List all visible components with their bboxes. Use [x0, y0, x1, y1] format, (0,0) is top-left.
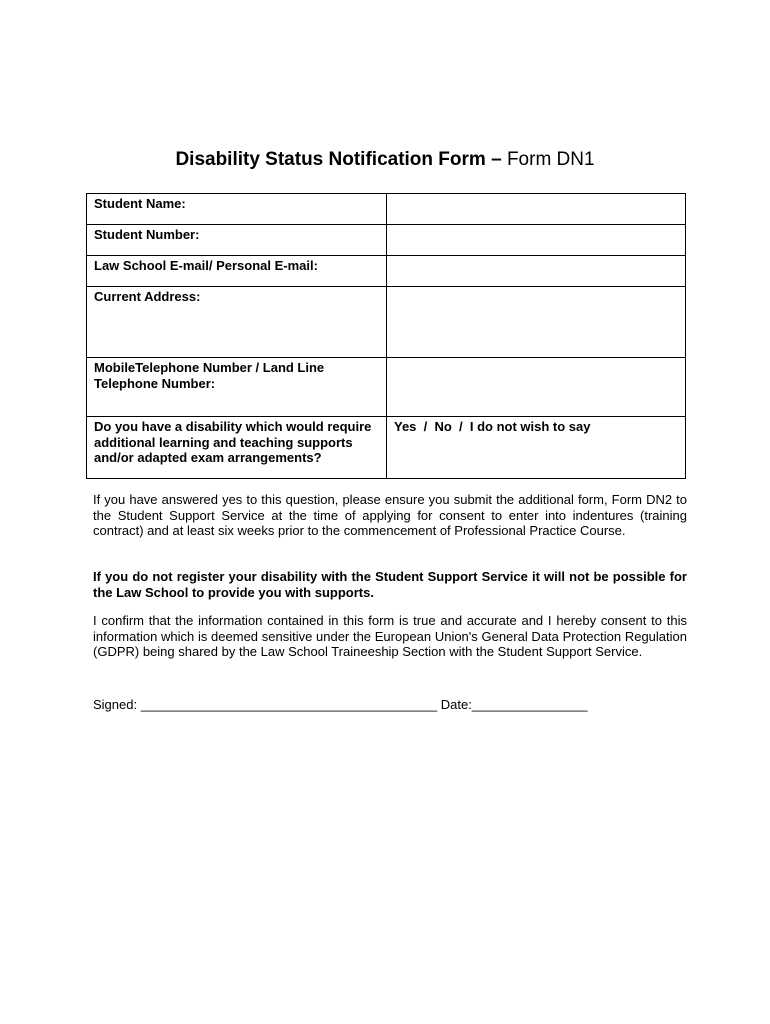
signature-field[interactable]: _________________________________________: [140, 697, 438, 712]
student-name-label: Student Name:: [87, 194, 387, 225]
student-details-table: [86, 193, 686, 479]
current-address-label: Current Address:: [87, 287, 387, 358]
consent-paragraph: I confirm that the information contained in this form is true and accurate and I hereby consent to this information which is deemed sensitive under the European Union's General Data Protection Regulation (GDPR) being shared by the Law School Traineeship Section with the Student Support Service.: [93, 613, 687, 659]
table-row: [87, 417, 686, 479]
date-field[interactable]: ________________: [471, 697, 588, 712]
table-row: [87, 225, 686, 256]
disability-answer-options[interactable]: Yes / No / I do not wish to say: [387, 417, 686, 479]
table-row: [87, 194, 686, 225]
signed-label: Signed:: [93, 697, 138, 712]
student-number-field[interactable]: [387, 225, 686, 256]
title-form-code: Form DN1: [506, 149, 595, 170]
instruction-paragraph: If you have answered yes to this question, please ensure you submit the additional form, Form DN2 to the Student Support Service at the time of applying for consent to enter into indentures (training contract) and at least six weeks prior to the commencement of Professional Practice Course.: [93, 492, 687, 538]
student-name-field[interactable]: [387, 194, 686, 225]
email-label: Law School E-mail/ Personal E-mail:: [87, 256, 387, 287]
email-field[interactable]: [387, 256, 686, 287]
signature-line: [93, 697, 687, 713]
date-label: Date:: [440, 697, 472, 712]
telephone-label: MobileTelephone Number / Land Line Telephone Number:: [87, 358, 387, 417]
table-row: [87, 287, 686, 358]
table-row: [87, 358, 686, 417]
disability-question-label: Do you have a disability which would require additional learning and teaching supports and/or adapted exam arrangements?: [87, 417, 387, 479]
page-title: [0, 148, 770, 172]
current-address-field[interactable]: [387, 287, 686, 358]
telephone-field[interactable]: [387, 358, 686, 417]
title-main: Disability Status Notification Form –: [175, 149, 502, 170]
student-number-label: Student Number:: [87, 225, 387, 256]
warning-paragraph: If you do not register your disability with the Student Support Service it will not be possible for the Law School to provide you with supports.: [93, 569, 687, 600]
table-row: [87, 256, 686, 287]
